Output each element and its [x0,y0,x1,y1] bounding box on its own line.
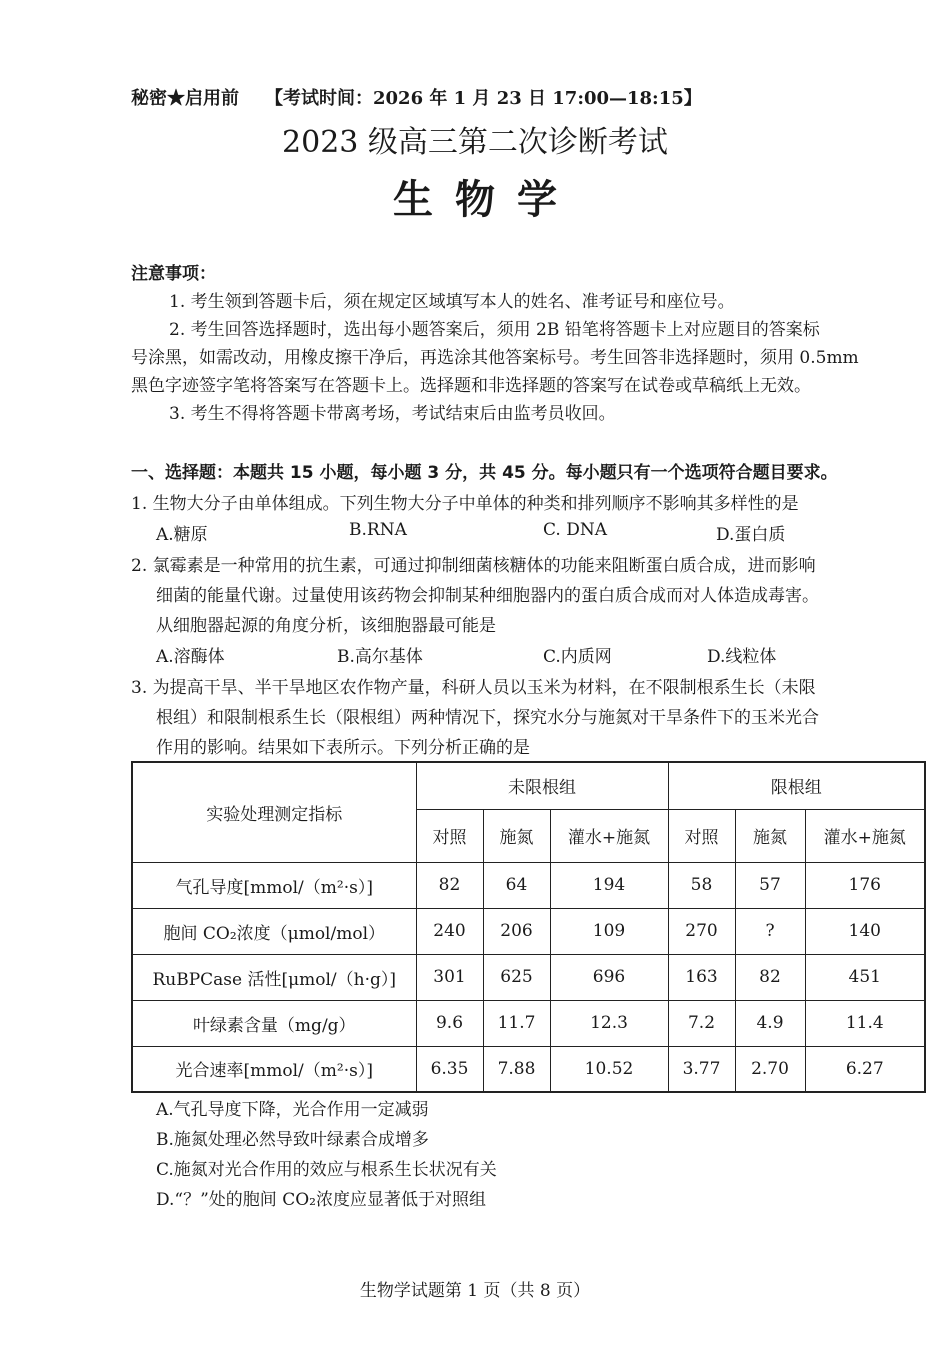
question-2-stem: 从细胞器起源的角度分析，该细胞器最可能是 [156,616,496,636]
question-3-stem: 3. 为提高干旱、半干旱地区农作物产量，科研人员以玉米为材料，在不限制根系生长（未限 [131,678,816,698]
question-2-stem: 2. 氯霉素是一种常用的抗生素，可通过抑制细菌核糖体的功能来阻断蛋白质合成，进而影响 [131,556,816,576]
table-cell: 6.35 [416,1046,483,1092]
question-1-option-d: D.蛋白质 [716,525,786,545]
subheader-cell: 对照 [668,809,735,862]
question-3-stem: 根组）和限制根系生长（限根组）两种情况下，探究水分与施氮对干旱条件下的玉米光合 [156,708,819,728]
table-row [132,1000,925,1046]
table-cell: 194 [550,862,668,908]
table-cell: 140 [805,908,925,954]
table-cell: ? [735,908,805,954]
page-footer: 生物学试题第 1 页（共 8 页） [359,1281,591,1301]
row-label: 胞间 CO₂浓度（μmol/mol） [132,908,416,954]
table-cell: 109 [550,908,668,954]
group-header-unrestricted: 未限根组 [416,762,668,809]
note-line: 黑色字迹签字笔将答案写在答题卡上。选择题和非选择题的答案写在试卷或草稿纸上无效。 [131,376,811,396]
table-cell: 57 [735,862,805,908]
table-cell: 696 [550,954,668,1000]
question-1-stem: 1. 生物大分子由单体组成。下列生物大分子中单体的种类和排列顺序不影响其多样性的是 [131,494,799,514]
subheader-cell: 灌水+施氮 [550,809,668,862]
table-row [132,1046,925,1092]
table-cell: 2.70 [735,1046,805,1092]
row-label: RuBPCase 活性[μmol/（h·g）] [132,954,416,1000]
table-cell: 270 [668,908,735,954]
table-cell: 451 [805,954,925,1000]
question-2-option-d: D.线粒体 [707,647,777,667]
note-line: 号涂黑，如需改动，用橡皮擦干净后，再选涂其他答案标号。考生回答非选择题时，须用 0.5mm [131,348,859,368]
section-heading: 一、选择题：本题共 15 小题，每小题 3 分，共 45 分。每小题只有一个选项符合题目要求。 [131,463,838,483]
question-2-option-a: A.溶酶体 [156,647,225,667]
table-cell: 163 [668,954,735,1000]
subheader-cell: 对照 [416,809,483,862]
question-3-option-c: C.施氮对光合作用的效应与根系生长状况有关 [156,1160,497,1180]
table-cell: 11.4 [805,1000,925,1046]
table-row [132,908,925,954]
table-cell: 10.52 [550,1046,668,1092]
question-1-option-c: C. DNA [543,520,607,540]
question-1-option-b: B.RNA [349,520,407,540]
table-cell: 206 [483,908,550,954]
question-1-option-a: A.糖原 [156,525,208,545]
row-label: 叶绿素含量（mg/g） [132,1000,416,1046]
table-cell: 64 [483,862,550,908]
confidential-header [131,84,702,110]
table-cell: 11.7 [483,1000,550,1046]
table-cell: 4.9 [735,1000,805,1046]
subject-title: 生物学 [393,177,579,223]
exam-time: 【考试时间：2026 年 1 月 23 日 17:00—18:15】 [265,88,702,109]
question-3-option-a: A.气孔导度下降，光合作用一定减弱 [156,1100,429,1120]
table-cell: 3.77 [668,1046,735,1092]
table-cell: 7.2 [668,1000,735,1046]
subheader-cell: 施氮 [735,809,805,862]
secret-mark: 秘密★启用前 [131,88,239,109]
note-line: 1. 考生领到答题卡后，须在规定区域填写本人的姓名、准考证号和座位号。 [169,292,735,312]
table-cell: 625 [483,954,550,1000]
table-row [132,954,925,1000]
exam-title: 2023 级高三第二次诊断考试 [282,125,668,160]
table-cell: 6.27 [805,1046,925,1092]
table-cell: 58 [668,862,735,908]
question-3-option-d: D.“？”处的胞间 CO₂浓度应显著低于对照组 [156,1190,486,1210]
results-table [131,761,926,1093]
table-cell: 7.88 [483,1046,550,1092]
note-line: 2. 考生回答选择题时，选出每小题答案后，须用 2B 铅笔将答题卡上对应题目的答案标 [169,320,820,340]
question-2-option-c: C.内质网 [543,647,612,667]
row-label: 气孔导度[mmol/（m²·s）] [132,862,416,908]
question-2-stem: 细菌的能量代谢。过量使用该药物会抑制某种细胞器内的蛋白质合成而对人体造成毒害。 [156,586,819,606]
table-cell: 82 [416,862,483,908]
subheader-cell: 灌水+施氮 [805,809,925,862]
table-cell: 12.3 [550,1000,668,1046]
table-row [132,862,925,908]
table-cell: 176 [805,862,925,908]
subheader-cell: 施氮 [483,809,550,862]
notes-heading: 注意事项： [131,264,216,284]
note-line: 3. 考生不得将答题卡带离考场，考试结束后由监考员收回。 [169,404,616,424]
row-label: 光合速率[mmol/（m²·s）] [132,1046,416,1092]
question-2-option-b: B.高尔基体 [337,647,423,667]
table-cell: 82 [735,954,805,1000]
group-header-restricted: 限根组 [668,762,925,809]
question-3-stem: 作用的影响。结果如下表所示。下列分析正确的是 [156,738,530,758]
question-3-option-b: B.施氮处理必然导致叶绿素合成增多 [156,1130,429,1150]
table-cell: 301 [416,954,483,1000]
table-cell: 9.6 [416,1000,483,1046]
table-corner-header: 实验处理测定指标 [132,762,416,862]
table-cell: 240 [416,908,483,954]
